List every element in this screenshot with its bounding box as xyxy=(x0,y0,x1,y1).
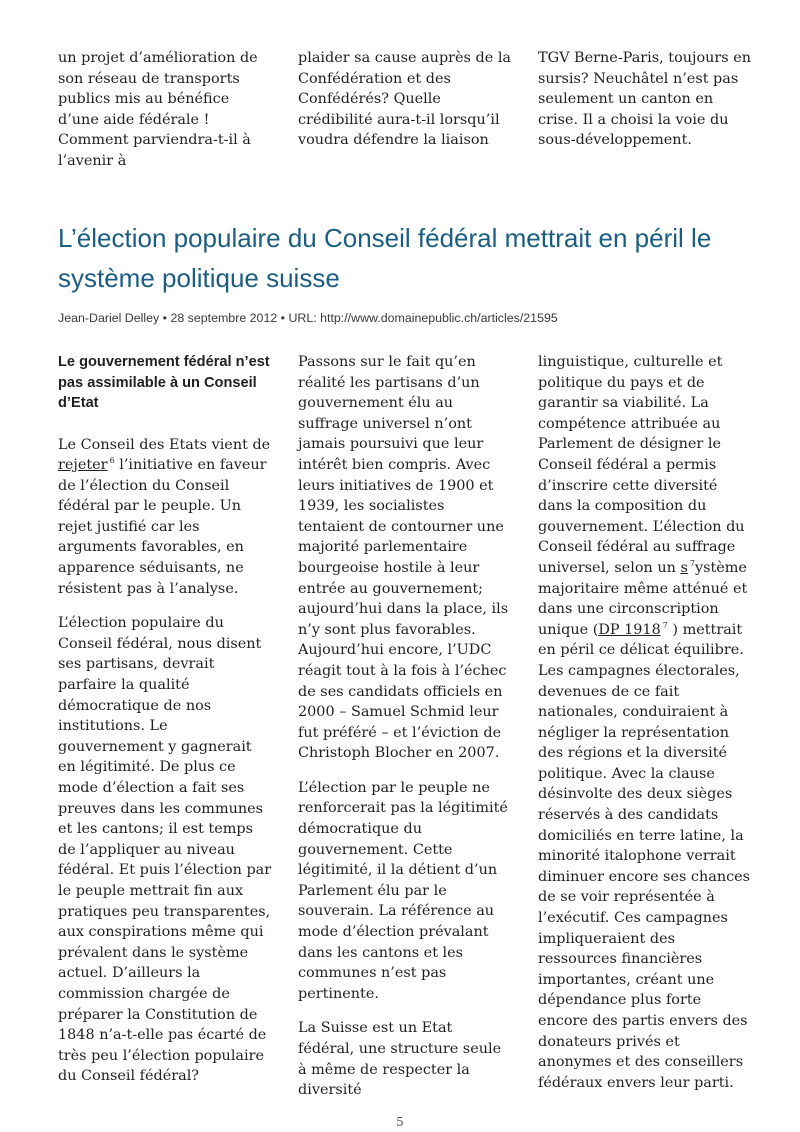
top-column-1 xyxy=(58,48,273,186)
text: linguistique, culturelle et politique du pays et de garantir sa viabilité. La compétence attribuée au Parlement de désigner le Conseil fédéral a permis d’inscrire cette diversité dans la composition du gouvernement. L’élection du Conseil fédéral au suffrage universel, selon un xyxy=(538,354,745,576)
rejeter-link[interactable]: rejeter xyxy=(58,457,108,474)
text: l’initiative en faveur de l’élection du Conseil fédéral par le peuple. Un rejet justifié car les arguments favorables, en apparence séduisants, ne résistent pas à l’analyse. xyxy=(58,457,267,597)
paragraph: TGV Berne-Paris, toujours en sursis? Neuchâtel n’est pas seulement un canton en crise. Il a choisi la voie du sous-développement. xyxy=(538,50,752,149)
paragraph xyxy=(58,435,273,600)
article-title: L’élection populaire du Conseil fédéral mettrait en péril le système politique suisse xyxy=(58,223,712,293)
footnote-marker: 7 xyxy=(662,620,668,630)
article-column-3 xyxy=(538,352,753,1107)
systeme-link[interactable]: s xyxy=(680,559,688,576)
article-subheading: Le gouvernement fédéral n’est pas assimilable à un Conseil d’Etat xyxy=(58,354,270,411)
page-number: 5 xyxy=(396,1115,404,1129)
text: ystème majoritaire même atténué et dans une circonscription unique ( xyxy=(538,559,748,638)
top-column-3 xyxy=(538,48,753,165)
paragraph: La Suisse est un Etat fédéral, une structure seule à même de respecter la diversité xyxy=(298,1020,502,1099)
text: ) mettrait en péril ce délicat équilibre. Les campagnes électorales, devenues de ce fait nationales, conduiraient à négliger la représentation des régions et la diversité politique. Avec la clause désinvolte des deux sièges réservés à des candidats domiciliés en terre latine, la minorité italophone verrait diminuer encore ses chances de se voir représentée à l’exécutif. Ces campagnes impliqueraient des ressources financières importantes, créant une dépendance plus forte encore des partis envers des donateurs privés et anonymes et des conseillers fédéraux envers leur parti. xyxy=(538,621,751,1091)
paragraph: Passons sur le fait qu’en réalité les partisans d’un gouvernement élu au suffrage universel n’ont jamais poursuivi que leur intérêt bien compris. Avec leurs initiatives de 1900 et 1939, les socialistes tentaient de contourner une majorité parlementaire bourgeoise hostile à leur entrée au gouvernement; aujourd’hui dans la place, ils n’y sont plus favorables. Aujourd’hui encore, l’UDC réagit tout à la fois à l’échec de ses candidats officiels en 2000 – Samuel Schmid leur fut préféré – et l’éviction de Christoph Blocher en 2007. xyxy=(298,354,509,762)
paragraph: un projet d’amélioration de son réseau de transports publics mis au bénéfice d’une aide fédérale ! Comment parviendra-t-il à l’avenir à xyxy=(58,50,258,169)
article-byline: Jean-Dariel Delley • 28 septembre 2012 • URL: http://www.domainepublic.ch/articles/21595 xyxy=(58,311,558,325)
paragraph: L’élection par le peuple ne renforcerait pas la légitimité démocratique du gouvernement. Cette légitimité, il la détient d’un Parlement élu par le souverain. La référence au mode d’élection prévalant dans les cantons et les communes n’est pas pertinente. xyxy=(298,779,508,1002)
paragraph xyxy=(538,352,753,1093)
article-column-1 xyxy=(58,352,273,1101)
article-column-2 xyxy=(298,352,513,1115)
paragraph: plaider sa cause auprès de la Confédération et des Confédérés? Quelle crédibilité aura-t-il lorsqu’il voudra défendre la liaison xyxy=(298,50,511,149)
paragraph: L’élection populaire du Conseil fédéral, nous disent ses partisans, devrait parfaire la qualité démocratique de nos institutions. Le gouvernement y gagnerait en légitimité. De plus ce mode d’élection a fait ses preuves dans les communes et les cantons; il est temps de l’appliquer au niveau fédéral. Et puis l’élection par le peuple mettrait fin aux pratiques peu transparentes, aux conspirations même qui prévalent dans le système actuel. D’ailleurs la commission chargée de préparer la Constitution de 1848 n’a-t-elle pas écarté de très peu l’élection populaire du Conseil fédéral? xyxy=(58,615,272,1085)
top-column-2 xyxy=(298,48,513,165)
text: Le Conseil des Etats vient de xyxy=(58,436,271,453)
dp-1918-link[interactable]: DP 1918 xyxy=(598,621,661,638)
footnote-marker: 7 xyxy=(689,559,695,569)
footnote-marker: 6 xyxy=(109,456,115,466)
